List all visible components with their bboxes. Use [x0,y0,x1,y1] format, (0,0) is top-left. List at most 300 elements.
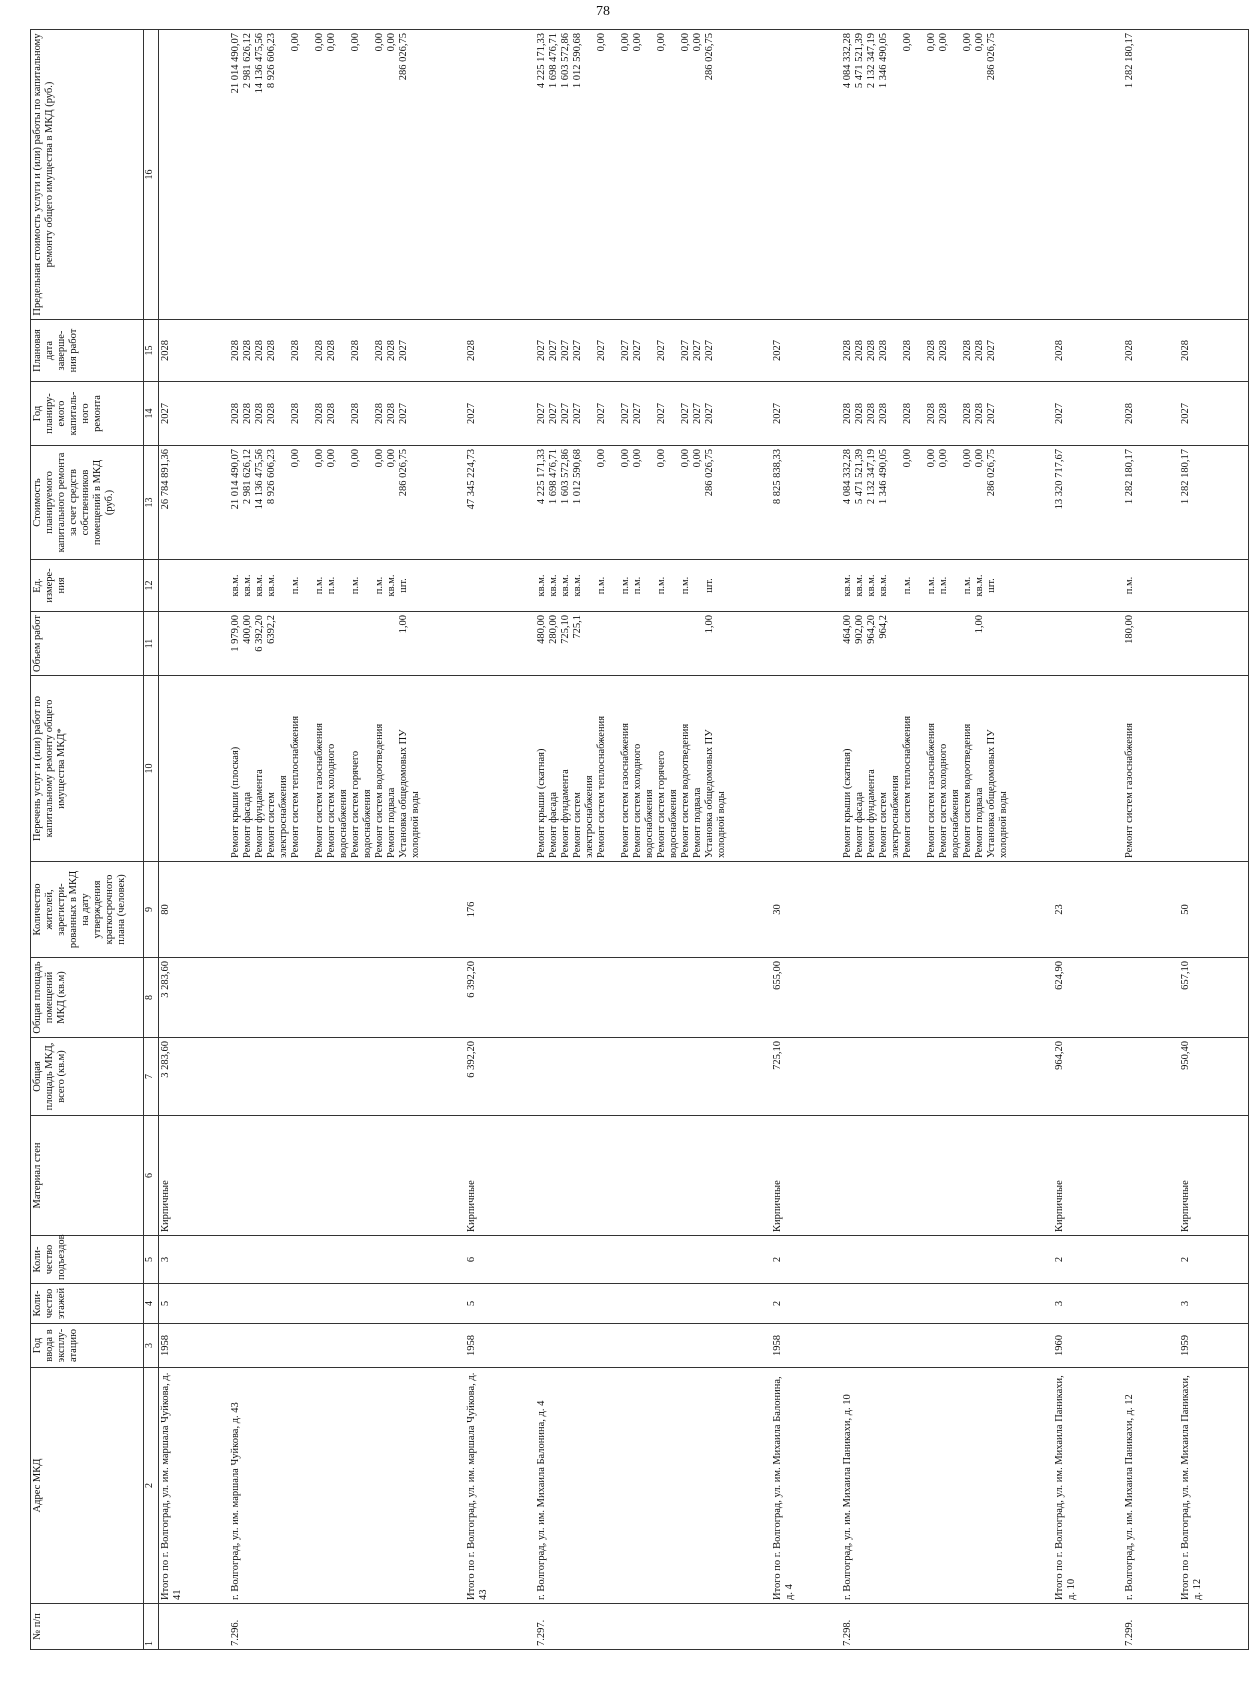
line-item: кв.м. [571,574,583,597]
line-item [608,563,620,608]
line-item [608,33,620,316]
line-item [302,385,314,442]
line-item: 2027 [547,403,559,424]
cost-cell: 8 825 838,33 [771,446,841,560]
line-item [950,33,962,316]
line-item: Ремонт крыши (скатная) [535,748,547,858]
line-item: 0,00 [595,449,607,468]
line-item [644,615,656,672]
line-item: 2028 [937,403,949,424]
line-item [608,385,620,442]
line-item: 2 981 626,12 [241,449,253,505]
line-item [608,323,620,378]
line-item: Ремонт систем газоснабжения [313,723,325,858]
line-item: 0,00 [313,33,325,52]
header-num: № п/п [31,1604,144,1650]
column-number: 4 [144,1284,159,1324]
empty-cell [229,958,465,1038]
line-item: шт. [397,578,409,593]
line-item [998,323,1010,378]
line-item: 2028 [853,403,865,424]
line-item: 4 225 171,33 [535,449,547,505]
line-item: 2028 [253,340,265,361]
limit-cell [535,30,771,320]
address-cell: Итого по г. Волгоград, ул. им. маршала Чуйкова, д. 41 [159,1368,229,1604]
line-item [668,563,680,608]
line-item [914,679,926,858]
column-number: 8 [144,958,159,1038]
line-item: Ремонт систем холодного [325,743,337,858]
line-item: 2028 [289,403,301,424]
line-item: Ремонт систем [571,792,583,858]
line-item: 0,00 [349,449,361,468]
line-item: 2027 [631,340,643,361]
line-item: 1,00 [973,615,985,634]
line-item: 2027 [559,403,571,424]
volume-cell [1053,612,1123,676]
line-item: 2027 [655,340,667,361]
line-item: Ремонт систем водоотведения [961,723,973,858]
cost-cell: 13 320 717,67 [1053,446,1123,560]
line-item [584,385,596,442]
works-cell [1053,676,1123,862]
line-item: 1 698 476,71 [547,449,559,505]
unit-cell [465,560,535,612]
line-item: кв.м. [877,574,889,597]
line-item: п.м. [937,576,949,595]
line-item: 0,00 [691,449,703,468]
line-item [374,615,386,672]
line-item: 0,00 [595,33,607,52]
item-row [841,30,1053,1650]
line-item: 400,00 [241,615,253,644]
unit-cell [1179,560,1249,612]
line-item: 2 981 626,12 [241,33,253,89]
line-item: 2028 [313,340,325,361]
line-item [716,385,728,442]
line-item: 2 132 347,19 [865,33,877,89]
line-item [668,449,680,556]
line-item: 902,00 [853,615,865,644]
line-item: кв.м. [853,574,865,597]
line-item [608,615,620,672]
line-item [950,615,962,672]
empty-cell [841,1038,1053,1116]
header-end-year: Плановая дата заверше-ния работ [31,320,144,382]
row-number [159,1604,229,1650]
line-item: Установка общедомовых ПУ [985,729,997,858]
header-cost: Стоимость планируемого капитального ремонта за счет средств собственников помещений в МКД (руб.) [31,446,144,560]
entrances-cell: 2 [1179,1236,1249,1284]
line-item: Ремонт подвала [385,787,397,858]
total-row [465,30,535,1650]
line-item: Ремонт систем горячего [655,750,667,858]
line-item [596,615,608,672]
line-item: 0,00 [961,33,973,52]
line-item: Ремонт систем [265,792,277,858]
line-item [338,33,350,316]
line-item [668,615,680,672]
header-unit: Ед. измере-ния [31,560,144,612]
line-item: 2028 [349,403,361,424]
header-plan-year: Год планиру-емого капиталь-ного ремонта [31,382,144,446]
line-item: Ремонт систем газоснабжения [925,723,937,858]
line-item [302,323,314,378]
address-cell: г. Волгоград, ул. им. Михаила Балонина, д. 4 [535,1368,771,1604]
page-number: 78 [596,4,610,19]
line-item: кв.м. [973,574,985,597]
limit-cell [229,30,465,320]
limit-cell [1053,30,1123,320]
works-cell [535,676,771,862]
end-year-cell: 2028 [465,320,535,382]
line-item: 1 012 590,68 [571,449,583,505]
item-row [1123,30,1179,1650]
empty-cell [1123,958,1179,1038]
line-item: п.м. [1123,576,1135,595]
line-item [656,615,668,672]
year-cell: 1958 [771,1324,841,1368]
end-year-cell: 2027 [771,320,841,382]
end-year-cell [841,320,1053,382]
line-item: 2028 [385,403,397,424]
line-item: водоснабжения [949,789,961,858]
line-item: 6 392,20 [253,615,265,652]
line-item: 1 282 180,17 [1123,33,1135,89]
year-cell: 1958 [465,1324,535,1368]
line-item: 0,00 [385,449,397,468]
line-item: 1 979,00 [229,615,241,652]
line-item [890,449,902,556]
works-cell [159,676,229,862]
line-item: Ремонт систем газоснабжения [619,723,631,858]
empty-cell [229,1324,465,1368]
line-item: электроснабжения [583,775,595,858]
line-item: 2028 [349,340,361,361]
line-item: Ремонт систем [877,792,889,858]
column-number: 11 [144,612,159,676]
line-item: 4 225 171,33 [535,33,547,89]
cost-cell: 47 345 224,73 [465,446,535,560]
line-item: шт. [985,578,997,593]
line-item: 0,00 [619,449,631,468]
volume-cell [229,612,465,676]
empty-cell [535,1284,771,1324]
line-item: Ремонт крыши (плоская) [229,746,241,858]
cost-cell: 1 282 180,17 [1179,446,1249,560]
floors-cell: 3 [1179,1284,1249,1324]
line-item: 0,00 [631,33,643,52]
line-item: 2028 [973,340,985,361]
row-number [1053,1604,1123,1650]
line-item [362,615,374,672]
line-item: Ремонт систем горячего [349,750,361,858]
walls-cell: Кирпичные [159,1116,229,1236]
end-year-cell [1123,320,1179,382]
line-item [410,563,422,608]
line-item [410,323,422,378]
end-year-cell: 2028 [159,320,229,382]
area-total-cell: 6 392,20 [465,1038,535,1116]
line-item: 0,00 [901,449,913,468]
line-item: Ремонт систем холодного [631,743,643,858]
volume-cell [841,612,1053,676]
line-item: 2028 [901,340,913,361]
line-item: 5 471 521,39 [853,449,865,505]
line-item: 480,00 [535,615,547,644]
line-item [584,563,596,608]
empty-cell [841,1284,1053,1324]
empty-cell [535,1324,771,1368]
line-item: 2028 [325,340,337,361]
empty-cell [841,1236,1053,1284]
line-item: 1 603 572,86 [559,449,571,505]
works-cell [229,676,465,862]
line-item: п.м. [595,576,607,595]
line-item: 2027 [595,340,607,361]
volume-cell [771,612,841,676]
line-item: Ремонт систем холодного [937,743,949,858]
cost-cell [841,446,1053,560]
empty-cell [1123,1038,1179,1116]
line-item [362,563,374,608]
works-cell [465,676,535,862]
empty-cell [841,862,1053,958]
plan-year-cell [1123,382,1179,446]
line-item: 4 084 332,28 [841,33,853,89]
address-cell: г. Волгоград, ул. им. Михаила Паникахи, д. 12 [1123,1368,1179,1604]
line-item: 0,00 [973,33,985,52]
line-item [338,563,350,608]
line-item: 0,00 [325,449,337,468]
line-item [716,615,728,672]
empty-cell [1123,1324,1179,1368]
line-item: 2027 [535,403,547,424]
row-number: 7.299. [1123,1604,1179,1650]
floors-cell: 5 [465,1284,535,1324]
header-row [31,30,144,1650]
line-item: 964,20 [865,615,877,644]
line-item [608,679,620,858]
address-cell: г. Волгоград, ул. им. маршала Чуйкова, д. 43 [229,1368,465,1604]
line-item [890,323,902,378]
line-item: п.м. [325,576,337,595]
line-item [338,385,350,442]
line-item [584,615,596,672]
line-item: 21 014 490,07 [229,449,241,510]
unit-cell [1123,560,1179,612]
line-item: 2027 [397,340,409,361]
line-item: 14 136 475,56 [253,449,265,510]
row-number: 7.297. [535,1604,771,1650]
column-numbers-row [144,30,159,1650]
header-area-rooms: Общая площадь помещений МКД (кв.м) [31,958,144,1038]
line-item: 2027 [691,403,703,424]
line-item: Ремонт фундамента [559,769,571,858]
line-item: 0,00 [385,33,397,52]
line-item: 2027 [679,403,691,424]
area-total-cell: 3 283,60 [159,1038,229,1116]
line-item: водоснабжения [337,789,349,858]
line-item: 0,00 [679,33,691,52]
line-item: 2028 [241,340,253,361]
area-total-cell: 964,20 [1053,1038,1123,1116]
line-item: 1 282 180,17 [1123,449,1135,505]
line-item: 286 026,75 [985,449,997,497]
line-item [680,615,692,672]
empty-cell [1123,1116,1179,1236]
line-item: 0,00 [373,33,385,52]
line-item [338,615,350,672]
line-item: 2027 [655,403,667,424]
line-item [644,33,656,316]
line-item: кв.м. [559,574,571,597]
line-item: 2027 [619,403,631,424]
line-item: 2027 [571,403,583,424]
line-item: 2028 [961,340,973,361]
line-item: кв.м. [229,574,241,597]
line-item: 2028 [877,403,889,424]
line-item: Ремонт подвала [973,787,985,858]
line-item: 2028 [937,340,949,361]
line-item [914,615,926,672]
line-item [362,449,374,556]
column-number: 5 [144,1236,159,1284]
row-number [771,1604,841,1650]
column-number: 13 [144,446,159,560]
header-walls: Материал стен [31,1116,144,1236]
residents-cell: 50 [1179,862,1249,958]
line-item: 0,00 [631,449,643,468]
line-item: 2027 [397,403,409,424]
line-item: п.м. [289,576,301,595]
walls-cell: Кирпичные [1179,1116,1249,1236]
line-item: 2028 [385,340,397,361]
line-item [716,323,728,378]
column-number: 3 [144,1324,159,1368]
line-item [410,449,422,556]
line-item [302,33,314,316]
line-item [890,563,902,608]
line-item: 1 603 572,86 [559,33,571,89]
line-item: 2028 [877,340,889,361]
works-cell [1179,676,1249,862]
line-item: 286 026,75 [397,449,409,497]
line-item: 2028 [853,340,865,361]
row-number: 7.296. [229,1604,465,1650]
cost-cell: 26 784 891,36 [159,446,229,560]
column-number: 10 [144,676,159,862]
line-item: п.м. [679,576,691,595]
line-item: 8 926 606,23 [265,449,277,505]
line-item: Ремонт систем теплоснабжения [289,715,301,858]
line-item [362,323,374,378]
floors-cell: 2 [771,1284,841,1324]
line-item [410,615,422,672]
line-item: 2028 [841,340,853,361]
line-item [644,385,656,442]
volume-cell [465,612,535,676]
line-item [890,385,902,442]
line-item: кв.м. [535,574,547,597]
line-item: 725,10 [559,615,571,644]
line-item: водоснабжения [667,789,679,858]
line-item: 1 698 476,71 [547,33,559,89]
line-item: 2028 [901,403,913,424]
limit-cell [771,30,841,320]
line-item: 2028 [325,403,337,424]
column-number: 14 [144,382,159,446]
header-volume: Объем работ [31,612,144,676]
line-item [338,323,350,378]
line-item [692,563,704,608]
line-item: 725,1 [571,615,583,639]
unit-cell [535,560,771,612]
line-item: 1,00 [397,615,409,634]
line-item: 2028 [973,403,985,424]
year-cell: 1960 [1053,1324,1123,1368]
walls-cell: Кирпичные [771,1116,841,1236]
line-item: 2027 [985,403,997,424]
line-item: Ремонт систем водоотведения [373,723,385,858]
line-item: 2028 [229,340,241,361]
line-item: 2027 [547,340,559,361]
line-item: 2027 [631,403,643,424]
line-item: 2028 [865,340,877,361]
end-year-cell [229,320,465,382]
line-item: 2028 [265,403,277,424]
line-item [914,385,926,442]
address-cell: Итого по г. Волгоград, ул. им. Михаила Балонина, д. 4 [771,1368,841,1604]
empty-cell [535,1116,771,1236]
line-item: 0,00 [655,449,667,468]
rotated-table-container [30,30,1203,1650]
unit-cell [841,560,1053,612]
area-rooms-cell: 655,00 [771,958,841,1038]
unit-cell [159,560,229,612]
line-item: 286 026,75 [985,33,997,81]
cost-cell [535,446,771,560]
line-item: п.м. [925,576,937,595]
line-item: 1 012 590,68 [571,33,583,89]
line-item: Ремонт подвала [691,787,703,858]
line-item: 2027 [703,340,715,361]
column-number: 12 [144,560,159,612]
line-item [302,449,314,556]
residents-cell: 23 [1053,862,1123,958]
line-item: 0,00 [313,449,325,468]
works-cell [771,676,841,862]
line-item [950,563,962,608]
line-item [644,323,656,378]
line-item: 0,00 [937,33,949,52]
plan-year-cell [229,382,465,446]
line-item: 0,00 [925,33,937,52]
line-item: п.м. [631,576,643,595]
unit-cell [1053,560,1123,612]
volume-cell [1123,612,1179,676]
line-item: п.м. [655,576,667,595]
line-item: 2028 [229,403,241,424]
line-item: 1 346 490,05 [877,33,889,89]
line-item [362,33,374,316]
empty-cell [535,862,771,958]
line-item: п.м. [619,576,631,595]
empty-cell [841,1116,1053,1236]
header-floors: Коли-чество этажей [31,1284,144,1324]
column-number: 1 [144,1604,159,1650]
empty-cell [535,958,771,1038]
